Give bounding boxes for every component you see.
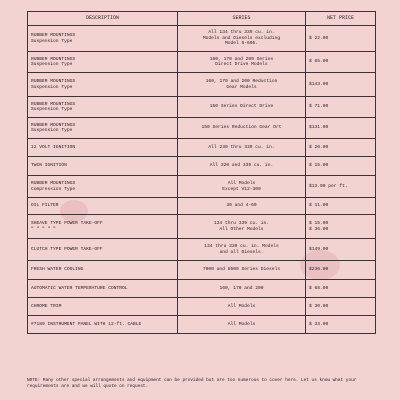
price-text: $ 11.00 bbox=[309, 203, 329, 209]
price-text: $ 65.00 bbox=[309, 59, 329, 65]
series-text: 134 thru 339 cu. in. bbox=[213, 221, 270, 227]
table-body bbox=[28, 26, 376, 334]
price-text: $ 20.00 bbox=[309, 144, 329, 150]
description-text: OIL FILTER bbox=[31, 203, 59, 209]
series-text: Models and Diesels excluding bbox=[202, 35, 281, 41]
series-text: Model 6-605. bbox=[224, 41, 259, 47]
price-cell bbox=[306, 118, 376, 139]
series-cell bbox=[178, 118, 306, 139]
table-row bbox=[28, 280, 376, 298]
series-text: Direct Drive Models bbox=[215, 62, 268, 67]
table-row bbox=[28, 261, 376, 280]
description-text: SHEAVE TYPE POWER TAKE-OFF bbox=[31, 221, 103, 227]
description-cell bbox=[28, 118, 178, 139]
series-cell bbox=[178, 26, 306, 52]
description-text: RUBBER MOUNTINGS bbox=[31, 33, 76, 39]
series-text: 160, 170 and 200 bbox=[219, 285, 264, 291]
description-cell bbox=[28, 280, 178, 298]
price-cell bbox=[306, 176, 376, 198]
description-text: Suspension Type bbox=[31, 62, 73, 67]
description-cell bbox=[28, 73, 178, 97]
description-text: CHROME TRIM bbox=[31, 303, 62, 309]
description-cell bbox=[28, 298, 178, 316]
table-row bbox=[28, 215, 376, 239]
series-cell bbox=[178, 52, 306, 73]
table-row bbox=[28, 139, 376, 157]
description-text: Suspension Type bbox=[31, 107, 73, 112]
series-text: All Models bbox=[227, 303, 256, 309]
price-cell bbox=[306, 239, 376, 261]
series-text: 134 thru 339 cu. in. Models bbox=[204, 244, 279, 250]
series-text: All Models bbox=[227, 321, 256, 327]
series-cell bbox=[178, 215, 306, 239]
price-cell bbox=[306, 261, 376, 280]
description-cell bbox=[28, 176, 178, 198]
price-text: $ 22.00 bbox=[309, 35, 329, 41]
price-text: $149.00 bbox=[309, 246, 329, 252]
description-text: Suspension Type bbox=[31, 38, 73, 44]
description-cell bbox=[28, 26, 178, 52]
table-row bbox=[28, 26, 376, 52]
series-cell bbox=[178, 239, 306, 261]
series-cell bbox=[178, 73, 306, 97]
table-row bbox=[28, 118, 376, 139]
table-row bbox=[28, 157, 376, 176]
price-cell bbox=[306, 280, 376, 298]
description-text: RUBBER MOUNTINGS bbox=[31, 56, 76, 62]
series-cell bbox=[178, 157, 306, 176]
description-text: TWIN IGNITION bbox=[31, 163, 67, 169]
price-cell bbox=[306, 139, 376, 157]
price-text: $ 15.00 bbox=[309, 221, 329, 227]
price-text: $236.00 bbox=[309, 267, 329, 273]
description-text: FRESH WATER COOLING bbox=[31, 267, 84, 273]
description-text: #7189 INSTRUMENT PANEL WITH 12-ft. CABLE bbox=[31, 321, 142, 327]
series-text: 160, 170 and 200 Reduction bbox=[205, 79, 278, 85]
description-text: RUBBER MOUNTINGS bbox=[31, 101, 76, 107]
series-cell bbox=[178, 316, 306, 334]
description-text: Suspension Type bbox=[31, 128, 73, 133]
price-cell bbox=[306, 26, 376, 52]
price-cell bbox=[306, 157, 376, 176]
series-text: All 230 thru 339 cu. in. bbox=[208, 144, 275, 150]
table-row bbox=[28, 52, 376, 73]
price-text: $ 15.00 bbox=[309, 163, 329, 169]
series-cell bbox=[178, 139, 306, 157]
series-cell bbox=[178, 198, 306, 215]
table-row bbox=[28, 97, 376, 118]
price-text: $ 33.00 bbox=[309, 321, 329, 327]
description-cell bbox=[28, 316, 178, 334]
price-cell bbox=[306, 215, 376, 239]
table-row bbox=[28, 198, 376, 215]
table-header-row bbox=[28, 12, 376, 26]
series-text: 30 and 4-60 bbox=[226, 203, 257, 209]
table-row bbox=[28, 239, 376, 261]
price-cell bbox=[306, 73, 376, 97]
series-cell bbox=[178, 97, 306, 118]
price-cell bbox=[306, 316, 376, 334]
series-text: Except V12-300 bbox=[222, 186, 261, 192]
series-cell bbox=[178, 280, 306, 298]
price-text: $ 36.00 bbox=[309, 226, 329, 232]
price-table bbox=[27, 11, 376, 334]
table-row bbox=[28, 176, 376, 198]
series-cell bbox=[178, 176, 306, 198]
description-cell bbox=[28, 261, 178, 280]
description-text: 12 VOLT IGNITION bbox=[31, 144, 76, 150]
price-text: $131.00 bbox=[309, 125, 329, 131]
table-row bbox=[28, 298, 376, 316]
table-row bbox=[28, 73, 376, 97]
series-text: All 320 and 339 cu. in. bbox=[209, 163, 274, 169]
description-cell bbox=[28, 52, 178, 73]
description-text: RUBBER MOUNTINGS bbox=[31, 122, 76, 128]
series-text: 150 Series Reduction Gear Drt bbox=[201, 125, 282, 131]
description-text: " " " " " bbox=[31, 226, 56, 232]
description-cell bbox=[28, 139, 178, 157]
header-description: DESCRIPTION bbox=[28, 12, 178, 26]
series-cell bbox=[178, 261, 306, 280]
price-cell bbox=[306, 198, 376, 215]
description-cell bbox=[28, 157, 178, 176]
description-text: RUBBER MOUNTINGS bbox=[31, 79, 76, 85]
description-text: Suspension Type bbox=[31, 84, 73, 90]
series-text: 150 Series Direct Drive bbox=[209, 104, 274, 110]
price-text: $143.00 bbox=[309, 81, 329, 87]
description-text: Compression Type bbox=[31, 186, 76, 192]
series-text: 160, 170 and 200 Series bbox=[209, 56, 274, 62]
series-text: All Models bbox=[227, 181, 256, 187]
series-text: 7000 and 8500 Series Diesels bbox=[202, 267, 281, 273]
header-series: SERIES bbox=[178, 12, 306, 26]
price-text: $ 68.00 bbox=[309, 285, 329, 291]
series-text: Gear Models bbox=[226, 84, 257, 90]
description-cell bbox=[28, 239, 178, 261]
price-cell bbox=[306, 298, 376, 316]
description-text: AUTOMATIC WATER TEMPERATURE CONTROL bbox=[31, 285, 128, 291]
description-cell bbox=[28, 215, 178, 239]
table-row bbox=[28, 316, 376, 334]
price-cell bbox=[306, 52, 376, 73]
price-text: $13.00 per ft. bbox=[309, 183, 348, 189]
price-text: $ 30.00 bbox=[309, 303, 329, 309]
description-cell bbox=[28, 97, 178, 118]
series-text: All 134 thru 339 cu. in. bbox=[208, 30, 275, 36]
header-net-price: NET PRICE bbox=[306, 12, 376, 26]
description-text: RUBBER MOUNTINGS bbox=[31, 181, 76, 187]
series-text: and all Diesels. bbox=[219, 249, 264, 255]
series-text: All Other Models bbox=[219, 226, 264, 232]
price-text: $ 71.00 bbox=[309, 104, 329, 110]
footnote: NOTE: Many other special arrangements and equipment can be provided but are too numerous to cover here. Let us know what your requirements are and we will quote on request. bbox=[27, 378, 357, 389]
series-cell bbox=[178, 298, 306, 316]
description-cell bbox=[28, 198, 178, 215]
description-text: CLUTCH TYPE POWER TAKE-OFF bbox=[31, 246, 103, 252]
price-cell bbox=[306, 97, 376, 118]
